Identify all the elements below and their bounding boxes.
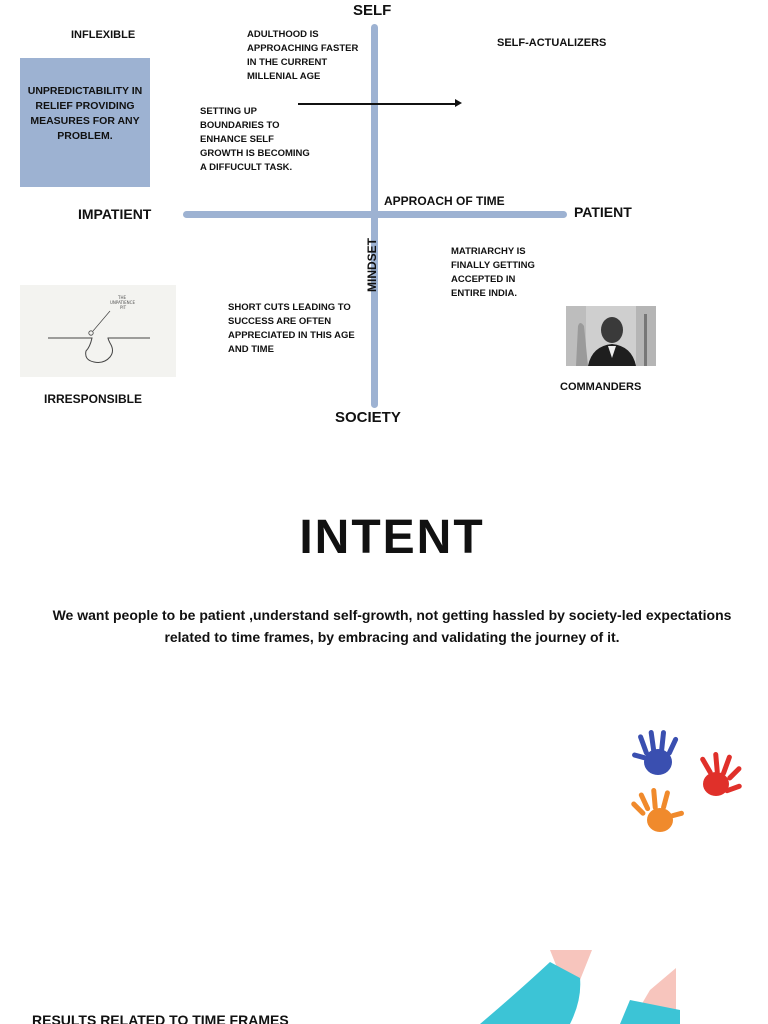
note-line: ENHANCE SELF xyxy=(200,134,274,145)
arrow-line xyxy=(298,103,458,105)
note-line: FINALLY GETTING xyxy=(451,260,535,271)
note-line: A DIFFUCULT TASK. xyxy=(200,162,293,173)
note-line: IN THE CURRENT xyxy=(247,57,328,68)
note-line: APPRECIATED IN THIS AGE xyxy=(228,330,355,341)
red-handprint-icon xyxy=(699,752,742,796)
handprints-icon xyxy=(628,728,752,844)
label-irresponsible: IRRESPONSIBLE xyxy=(44,392,143,406)
vertical-axis-title: MINDSET xyxy=(365,238,379,292)
pit-sketch-icon xyxy=(20,285,176,377)
note-line: ACCEPTED IN xyxy=(451,274,516,285)
note-line: SETTING UP xyxy=(200,106,258,117)
note-line: GROWTH IS BECOMING xyxy=(200,148,310,159)
arm-illustration-icon xyxy=(480,950,680,1024)
axis-label-self: SELF xyxy=(353,2,392,19)
sketch-image xyxy=(20,285,176,377)
sketch-caption-line: PIT xyxy=(120,305,127,310)
note-line: AND TIME xyxy=(228,344,274,355)
portrait-photo xyxy=(566,306,656,366)
portrait-photo-icon xyxy=(566,306,656,366)
axis-label-patient: PATIENT xyxy=(574,204,632,220)
results-heading: RESULTS RELATED TO TIME FRAMES xyxy=(32,1012,289,1024)
axis-label-society: SOCIETY xyxy=(335,409,401,426)
note-line: ENTIRE INDIA. xyxy=(451,288,517,299)
note-line: BOUNDARIES TO xyxy=(200,120,280,131)
label-commanders: COMMANDERS xyxy=(560,381,642,393)
note-box-unpredictability: UNPREDICTABILITY IN RELIEF PROVIDING MEASURES FOR ANY PROBLEM. xyxy=(20,58,150,187)
intent-title: INTENT xyxy=(299,511,485,564)
note-shortcuts xyxy=(228,301,355,357)
note-adulthood xyxy=(247,28,358,84)
note-line: SHORT CUTS LEADING TO xyxy=(228,302,351,313)
orange-handprint-icon xyxy=(630,788,684,832)
label-inflexible: INFLEXIBLE xyxy=(71,29,136,41)
note-matriarchy xyxy=(451,245,535,301)
note-line: APPROACHING FASTER xyxy=(247,43,359,54)
axis-label-impatient: IMPATIENT xyxy=(78,206,152,222)
note-line: MILLENIAL AGE xyxy=(247,71,321,82)
note-line: SUCCESS ARE OFTEN xyxy=(228,316,332,327)
horizontal-axis xyxy=(183,211,567,218)
horizontal-axis-title: APPROACH OF TIME xyxy=(384,194,505,208)
intent-body: We want people to be patient ,understand self-growth, not getting hassled by society-led expectations related to time frames, by embracing and validating the journey of it. xyxy=(52,607,732,645)
note-line: ADULTHOOD IS xyxy=(247,29,319,40)
sketch-caption-line: THE xyxy=(118,295,126,300)
note-boundaries xyxy=(200,105,310,175)
arrow-head-icon xyxy=(455,99,462,107)
note-line: MATRIARCHY IS xyxy=(451,246,526,257)
blue-handprint-icon xyxy=(631,730,678,775)
label-self-actualizers: SELF-ACTUALIZERS xyxy=(497,37,607,49)
sketch-caption-line: UNPATIENCE xyxy=(110,300,135,305)
